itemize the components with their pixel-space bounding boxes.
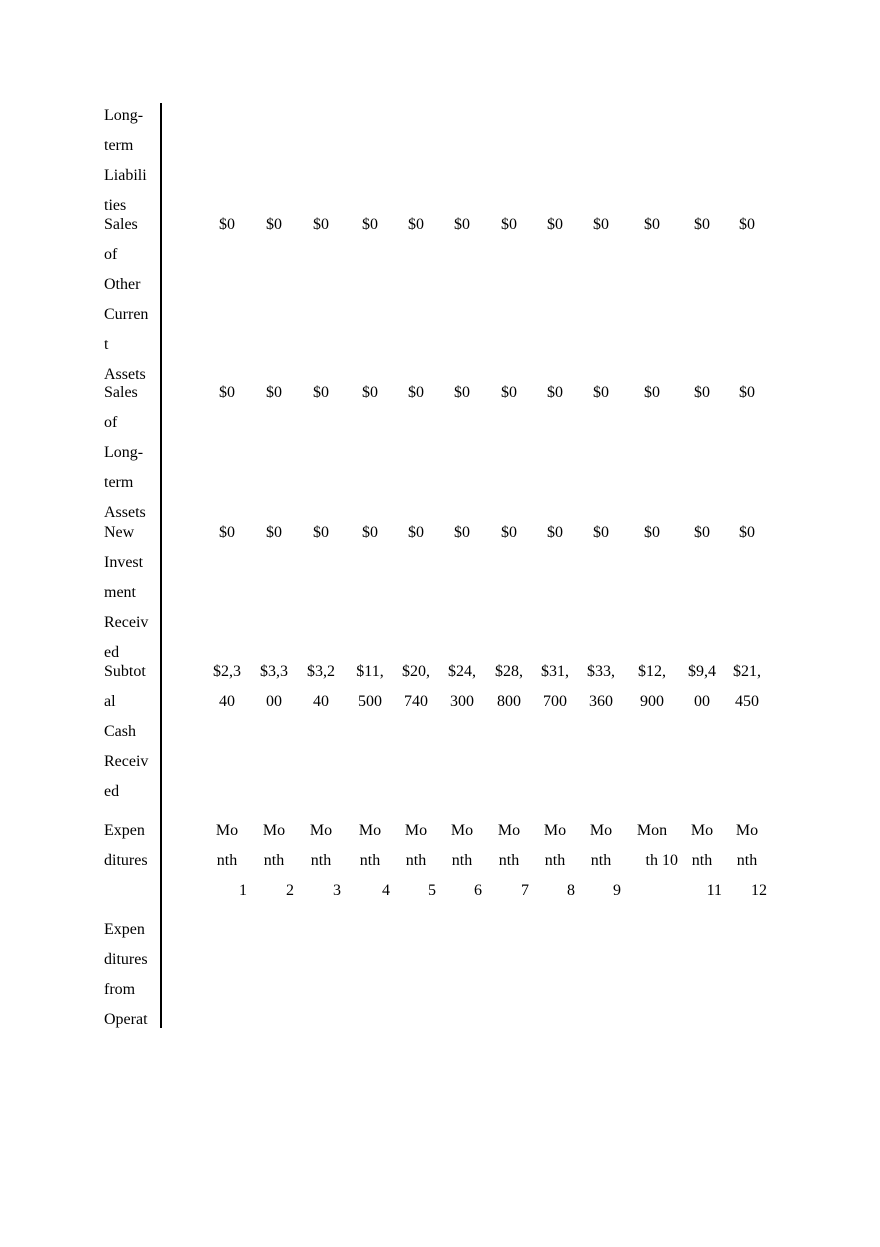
month-header-cell bbox=[350, 823, 390, 913]
cell-text: th 10 bbox=[645, 852, 678, 869]
row-label-line: of bbox=[104, 246, 118, 263]
cell-text: Mo bbox=[404, 822, 428, 839]
row-label-line: ed bbox=[104, 783, 120, 800]
cell-text: 450 bbox=[735, 693, 759, 710]
cell-text: $0 bbox=[694, 384, 710, 401]
cell-text: nth bbox=[691, 852, 713, 869]
table-cell bbox=[682, 385, 722, 415]
cell-text: 40 bbox=[313, 693, 329, 710]
cell-text: Mo bbox=[309, 822, 333, 839]
cell-text: 300 bbox=[450, 693, 474, 710]
cell-text: 00 bbox=[266, 693, 282, 710]
table-cell bbox=[682, 664, 722, 724]
row-label-line: ment bbox=[104, 584, 136, 601]
cell-text: $28, bbox=[495, 663, 523, 680]
cell-text: $0 bbox=[362, 384, 378, 401]
table-cell bbox=[626, 525, 678, 555]
cell-text: $0 bbox=[219, 216, 235, 233]
table-cell bbox=[442, 664, 482, 724]
row-label-line: Liabili bbox=[104, 167, 147, 184]
cell-text: nth bbox=[590, 852, 612, 869]
row-label-line: term bbox=[104, 474, 134, 491]
cell-text: Mo bbox=[358, 822, 382, 839]
row-label-line: Cash bbox=[104, 723, 136, 740]
cell-text: nth bbox=[736, 852, 758, 869]
row-label-line: Assets bbox=[104, 504, 146, 521]
cell-text: 1 bbox=[239, 882, 247, 899]
cell-text: $0 bbox=[501, 216, 517, 233]
row-label-line: t bbox=[104, 336, 109, 353]
row-label-line: ties bbox=[104, 197, 127, 214]
table-cell bbox=[254, 525, 294, 555]
cell-text: $12, bbox=[638, 663, 666, 680]
cell-text: 5 bbox=[428, 882, 436, 899]
cell-text: nth bbox=[405, 852, 427, 869]
cell-text: $0 bbox=[501, 384, 517, 401]
cell-text: nth bbox=[544, 852, 566, 869]
row-label bbox=[104, 664, 156, 814]
table-cell bbox=[207, 664, 247, 724]
table-cell bbox=[350, 664, 390, 724]
cell-text: $0 bbox=[408, 384, 424, 401]
row-label bbox=[104, 823, 156, 883]
cell-text: $0 bbox=[739, 216, 755, 233]
cell-text: $20, bbox=[402, 663, 430, 680]
table-cell bbox=[581, 664, 621, 724]
cell-text: Mo bbox=[589, 822, 613, 839]
cell-text: nth bbox=[451, 852, 473, 869]
table-cell bbox=[207, 385, 247, 415]
table-cell bbox=[626, 217, 678, 247]
row-label-line: Sales bbox=[104, 216, 138, 233]
cell-text: $11, bbox=[356, 663, 384, 680]
cell-text: $0 bbox=[454, 524, 470, 541]
row-label bbox=[104, 217, 156, 397]
cell-text: 11 bbox=[706, 882, 722, 899]
cell-text: 40 bbox=[219, 693, 235, 710]
cell-text: $0 bbox=[408, 216, 424, 233]
cell-text: Mo bbox=[543, 822, 567, 839]
cell-text: $0 bbox=[501, 524, 517, 541]
row-label bbox=[104, 525, 156, 675]
cell-text: 900 bbox=[640, 693, 664, 710]
table-cell bbox=[626, 385, 678, 415]
row-label-line: Invest bbox=[104, 554, 144, 571]
month-header-cell bbox=[442, 823, 482, 913]
table-cell bbox=[626, 664, 678, 724]
month-header-cell bbox=[396, 823, 436, 913]
cell-text: 360 bbox=[589, 693, 613, 710]
row-label-line: term bbox=[104, 137, 134, 154]
row-label-line: Receiv bbox=[104, 753, 149, 770]
cell-text: $31, bbox=[541, 663, 569, 680]
table-cell bbox=[535, 664, 575, 724]
row-label-line: ditures bbox=[104, 951, 148, 968]
cell-text: 4 bbox=[382, 882, 390, 899]
row-label-line: New bbox=[104, 524, 135, 541]
row-label-line: Receiv bbox=[104, 614, 149, 631]
row-label-line: from bbox=[104, 981, 136, 998]
row-label-line: Sales bbox=[104, 384, 138, 401]
cell-text: Mo bbox=[497, 822, 521, 839]
cell-text: $0 bbox=[219, 384, 235, 401]
table-cell bbox=[581, 525, 621, 555]
table-cell bbox=[301, 525, 341, 555]
cell-text: $0 bbox=[694, 216, 710, 233]
table-cell bbox=[727, 385, 767, 415]
cell-text: $0 bbox=[739, 384, 755, 401]
cell-text: $0 bbox=[593, 384, 609, 401]
cell-text: $0 bbox=[644, 524, 660, 541]
cell-text: $0 bbox=[408, 524, 424, 541]
table-cell bbox=[727, 217, 767, 247]
table-cell bbox=[682, 217, 722, 247]
table-cell bbox=[207, 525, 247, 555]
row-label bbox=[104, 922, 156, 1042]
row-label bbox=[104, 108, 156, 228]
table-cell bbox=[396, 217, 436, 247]
cell-text: $3,2 bbox=[307, 663, 335, 680]
cell-text: 740 bbox=[404, 693, 428, 710]
row-label-line: ditures bbox=[104, 852, 148, 869]
table-cell bbox=[489, 217, 529, 247]
table-cell bbox=[581, 217, 621, 247]
cell-text: $0 bbox=[454, 216, 470, 233]
row-label-line: Subtot bbox=[104, 663, 146, 680]
table-cell bbox=[207, 217, 247, 247]
column-divider bbox=[160, 103, 162, 1028]
cell-text: $0 bbox=[644, 216, 660, 233]
table-cell bbox=[489, 385, 529, 415]
cell-text: $3,3 bbox=[260, 663, 288, 680]
cell-text: nth bbox=[216, 852, 238, 869]
table-cell bbox=[396, 525, 436, 555]
table-cell bbox=[350, 525, 390, 555]
cell-text: 7 bbox=[521, 882, 529, 899]
cell-text: Mo bbox=[215, 822, 239, 839]
cell-text: $9,4 bbox=[688, 663, 716, 680]
cell-text: $0 bbox=[313, 384, 329, 401]
month-header-cell bbox=[207, 823, 247, 913]
row-label-line: Expen bbox=[104, 822, 145, 839]
cell-text: $21, bbox=[733, 663, 761, 680]
row-label-line: Assets bbox=[104, 366, 146, 383]
cell-text: $0 bbox=[593, 524, 609, 541]
row-label bbox=[104, 385, 156, 535]
cell-text: $33, bbox=[587, 663, 615, 680]
cell-text: 700 bbox=[543, 693, 567, 710]
cell-text: 2 bbox=[286, 882, 294, 899]
table-cell bbox=[350, 217, 390, 247]
table-cell bbox=[301, 385, 341, 415]
cell-text: Mo bbox=[735, 822, 759, 839]
cell-text: nth bbox=[263, 852, 285, 869]
table-cell bbox=[489, 525, 529, 555]
cell-text: 800 bbox=[497, 693, 521, 710]
table-cell bbox=[682, 525, 722, 555]
table-cell bbox=[301, 217, 341, 247]
cell-text: nth bbox=[498, 852, 520, 869]
table-cell bbox=[442, 385, 482, 415]
cell-text: $0 bbox=[454, 384, 470, 401]
cell-text: $0 bbox=[362, 216, 378, 233]
cell-text: $0 bbox=[739, 524, 755, 541]
cell-text: nth bbox=[310, 852, 332, 869]
month-header-cell bbox=[727, 823, 767, 913]
table-cell bbox=[254, 664, 294, 724]
cell-text: $0 bbox=[593, 216, 609, 233]
cell-text: 6 bbox=[474, 882, 482, 899]
row-label-line: Other bbox=[104, 276, 141, 293]
cell-text: Mo bbox=[262, 822, 286, 839]
table-cell bbox=[535, 217, 575, 247]
cell-text: $0 bbox=[313, 524, 329, 541]
cell-text: $24, bbox=[448, 663, 476, 680]
table-cell bbox=[442, 217, 482, 247]
table-cell bbox=[254, 385, 294, 415]
cell-text: $0 bbox=[362, 524, 378, 541]
month-header-cell bbox=[626, 823, 678, 883]
table-cell bbox=[442, 525, 482, 555]
cell-text: $0 bbox=[547, 524, 563, 541]
table-cell bbox=[489, 664, 529, 724]
cell-text: Mo bbox=[450, 822, 474, 839]
table-cell bbox=[535, 525, 575, 555]
cell-text: 00 bbox=[694, 693, 710, 710]
cell-text: $0 bbox=[547, 216, 563, 233]
table-cell bbox=[581, 385, 621, 415]
cell-text: 500 bbox=[358, 693, 382, 710]
cell-text: 9 bbox=[613, 882, 621, 899]
cell-text: $0 bbox=[266, 384, 282, 401]
cell-text: 12 bbox=[751, 882, 767, 899]
month-header-cell bbox=[535, 823, 575, 913]
cell-text: $0 bbox=[694, 524, 710, 541]
table-cell bbox=[301, 664, 341, 724]
month-header-cell bbox=[301, 823, 341, 913]
row-label-line: Curren bbox=[104, 306, 149, 323]
cell-text: $0 bbox=[266, 524, 282, 541]
row-label-line: Long- bbox=[104, 444, 144, 461]
table-cell bbox=[535, 385, 575, 415]
cell-text: $0 bbox=[313, 216, 329, 233]
cell-text: nth bbox=[359, 852, 381, 869]
cell-text: $0 bbox=[547, 384, 563, 401]
cell-text: $0 bbox=[266, 216, 282, 233]
table-cell bbox=[254, 217, 294, 247]
table-cell bbox=[727, 525, 767, 555]
month-header-cell bbox=[489, 823, 529, 913]
table-cell bbox=[396, 385, 436, 415]
cell-text: $0 bbox=[219, 524, 235, 541]
cell-text: $2,3 bbox=[213, 663, 241, 680]
row-label-line: Operat bbox=[104, 1011, 148, 1028]
row-label-line: al bbox=[104, 693, 116, 710]
cell-text: $0 bbox=[644, 384, 660, 401]
row-label-line: Long- bbox=[104, 107, 144, 124]
row-label-line: ed bbox=[104, 644, 120, 661]
cell-text: 8 bbox=[567, 882, 575, 899]
table-cell bbox=[727, 664, 767, 724]
row-label-line: of bbox=[104, 414, 118, 431]
table-cell bbox=[350, 385, 390, 415]
cell-text: Mon bbox=[636, 822, 668, 839]
month-header-cell bbox=[581, 823, 621, 913]
cell-text: 3 bbox=[333, 882, 341, 899]
cell-text: Mo bbox=[690, 822, 714, 839]
month-header-cell bbox=[682, 823, 722, 913]
row-label-line: Expen bbox=[104, 921, 145, 938]
month-header-cell bbox=[254, 823, 294, 913]
table-cell bbox=[396, 664, 436, 724]
